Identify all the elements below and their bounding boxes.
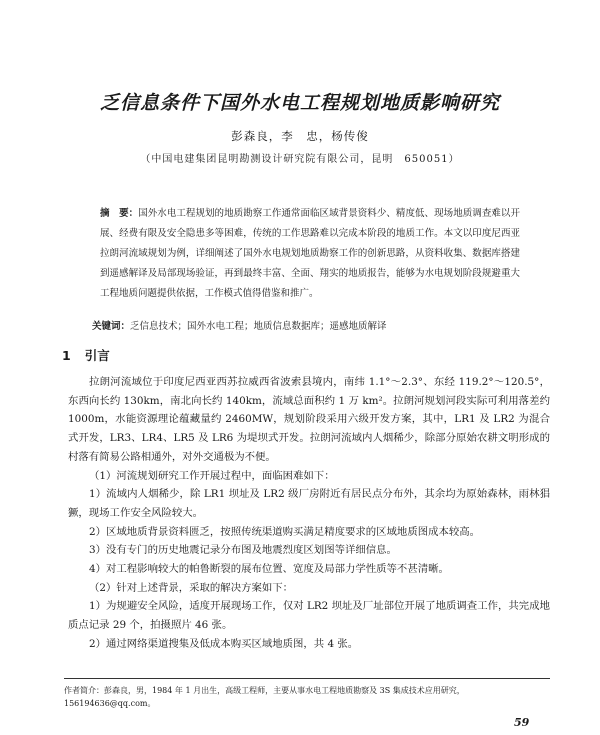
author-footnote bbox=[64, 684, 550, 710]
footnote-line: 作者简介：彭森良，男，1984 年 1 月出生，高级工程师，主要从事水电工程地质勘察及 3S 集成技术应用研究， bbox=[64, 686, 465, 695]
body-paragraph: 4）对工程影响较大的帕鲁断裂的展布位置、宽度及局部力学性质等不甚清晰。 bbox=[89, 563, 449, 576]
body-paragraph: 2）区域地质背景资料匮乏，按照传统渠道购买满足精度要求的区域地质图成本较高。 bbox=[89, 525, 481, 538]
body-paragraph: 3）没有专门的历史地震记录分布图及地震烈度区划图等详细信息。 bbox=[89, 544, 397, 557]
section-title: 引言 bbox=[84, 348, 110, 363]
section-heading bbox=[62, 346, 110, 364]
author-list: 彭森良，李 忠，杨传俊 bbox=[231, 129, 369, 143]
abstract bbox=[100, 204, 520, 304]
body-paragraph: 拉朗河流域位于印度尼西亚西苏拉威西省波索县境内，南纬 1.1°～2.3°、东经 119.2°～120.5°，东西向长约 130km，南北向长约 140km，流域总面积约 1 万 km²。拉朗河规划河段实际可利用落差约 1000m，水能资源理论蕴藏量约 2460MW，规划阶段采用六级开发方案，其中，LR1 及 LR2 为混合式开发，LR3、LR4、LR5 及 LR6 为堤坝式开发。拉朗河流域内人烟稀少，除部分原始农耕文明形成的村落有简易公路相通外，对外交通极为不便。 bbox=[68, 376, 550, 463]
page-number: 59 bbox=[514, 716, 530, 729]
footnote-divider bbox=[64, 678, 550, 679]
body-paragraph: 1）流域内人烟稀少，除 LR1 坝址及 LR2 级厂房附近有居民点分布外，其余均为原始森林，雨林猖獗，现场工作安全风险较大。 bbox=[68, 488, 550, 519]
abstract-text: 国外水电工程规划的地质勘察工作通常面临区域背景资料少、精度低、现场地质调查难以开展、经费有限及安全隐患多等困难，传统的工作思路难以完成本阶段的地质工作。本文以印度尼西亚拉朗河流域规划为例，详细阐述了国外水电规划地质勘察工作的创新思路，从资料收集、数据库搭建到遥感解译及局部现场验证，再到最终丰富、全面、翔实的地质报告，能够为水电规划阶段规避重大工程地质问题提供依据，工作模式值得借鉴和推广。 bbox=[100, 208, 520, 299]
body-paragraph: （1）河流规划研究工作开展过程中，面临困难如下： bbox=[89, 469, 335, 482]
paper-title: 乏信息条件下国外水电工程规划地质影响研究 bbox=[99, 92, 500, 114]
body-paragraph: （2）针对上述背景，采取的解决方案如下： bbox=[89, 581, 294, 594]
body-text bbox=[68, 373, 550, 654]
abstract-label: 摘 要： bbox=[100, 208, 139, 219]
section-number: 1 bbox=[62, 348, 71, 363]
body-paragraph: 2）通过网络渠道搜集及低成本购买区域地质图，共 4 张。 bbox=[89, 637, 359, 650]
keywords bbox=[92, 318, 522, 336]
keywords-text: 乏信息技术；国外水电工程；地质信息数据库；遥感地质解译 bbox=[130, 321, 387, 332]
body-paragraph: 1）为规避安全风险，适度开展现场工作，仅对 LR2 坝址及厂址部位开展了地质调查工作，共完成地质点记录 29 个，拍摄照片 46 张。 bbox=[68, 600, 550, 632]
keywords-label: 关键词： bbox=[92, 321, 131, 332]
affiliation: （中国电建集团昆明勘测设计研究院有限公司，昆明 650051） bbox=[140, 154, 460, 165]
author-email: 156194636@qq.com。 bbox=[64, 699, 156, 708]
